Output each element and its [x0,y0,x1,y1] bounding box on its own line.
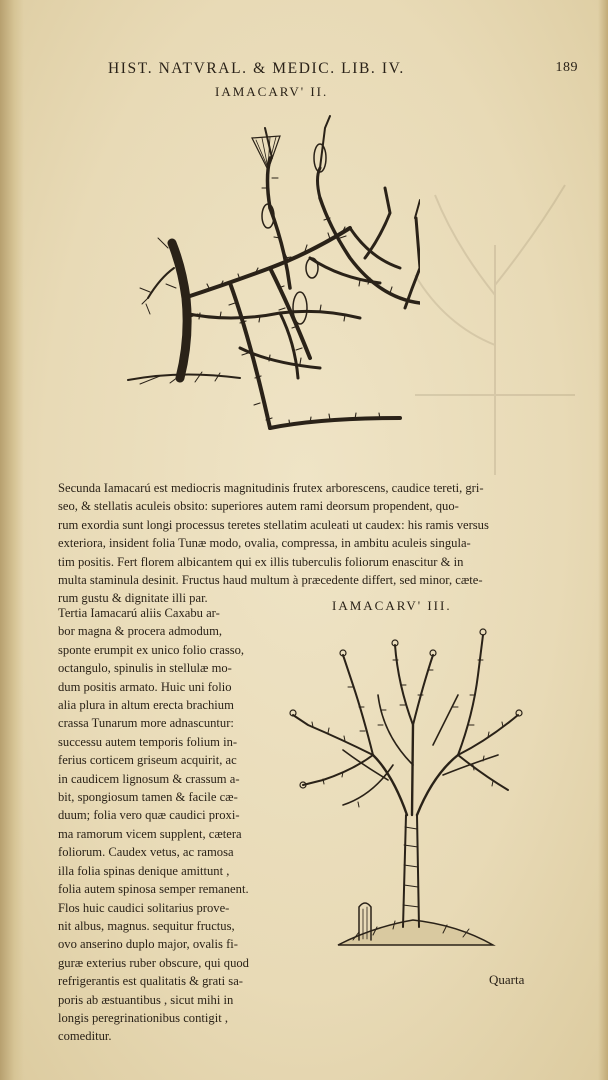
text-line: poris ab æstuantibus , sicut mihi in [58,992,234,1007]
figure-title-iamacaru-2: IAMACARV' II. [215,84,329,99]
text-line: multa staminula desinit. Fructus haud multum à præcedente differt, sed minor, cæte- [58,573,483,588]
text-line: bor magna & procera admodum, [58,624,223,639]
cactus-tree-engraving-icon [283,615,523,955]
text-line: exteriora, insident folia Tunæ modo, ovalia, compressa, in ambitu aculeis singula- [58,536,471,551]
text-line: successu autem temporis folium in- [58,734,238,749]
text-line: ferius corticem griseum acquirit, ac [58,753,237,768]
text-line: crassa Tunarum more adnascuntur: [58,716,234,731]
text-line: octangulo, spinulis in stellulæ mo- [58,661,232,676]
text-line: illa folia spinas denique amittunt , [58,863,230,878]
text-line: longis peregrinationibus contigit , [58,1010,228,1025]
paragraph-iamacaru-3 [58,604,264,1046]
text-line: ovo anserino duplo major, ovalis fi- [58,937,238,952]
text-line: refrigerantis est qualitatis & grati sa- [58,974,243,989]
text-line: ma ramorum vicem supplent, cætera [58,826,242,841]
running-head: HIST. NATVRAL. & MEDIC. LIB. IV. [108,60,405,77]
paragraph-iamacaru-2 [58,479,536,608]
page-header [108,60,578,84]
text-line: bit, spongiosum tamen & facile cæ- [58,790,238,805]
text-line: sponte erumpit ex unico folio crasso, [58,642,245,657]
text-line: comeditur. [58,1029,112,1044]
text-line: Flos huic caudici solitarius prove- [58,900,230,915]
text-line: folia autem spinosa semper remanent. [58,882,249,897]
text-line: guræ exterius ruber obscure, qui quod [58,955,249,970]
text-line: seo, & stellatis aculeis obsito: superiores autem rami deorsum propendent, quo- [58,499,459,514]
figure-title-iamacaru-3: IAMACARV' III. [332,598,452,613]
text-line: Secunda Iamacarú est mediocris magnitudinis frutex arborescens, caudice tereti, gri- [58,481,484,495]
show-through-icon [395,95,595,475]
text-line: duum; folia vero quæ caudici proxi- [58,808,240,823]
text-line: dum positis armato. Huic uni folio [58,679,232,694]
page-number: 189 [555,60,578,75]
page-gutter-shadow [0,0,24,1080]
cactus-engraving-icon [120,108,420,460]
page-edge-shadow [598,0,608,1080]
text-line: rum exordia sunt longi processus teretes stellatim aculeati ut caudex: his ramis versus [58,517,489,532]
text-line: in caudicem lignosum & crassum a- [58,771,240,786]
text-line: alia plura in altum erecta brachium [58,698,234,713]
text-line: tim positis. Fert florem albicantem qui ex illis tuberculis foliorum enascitur & in [58,554,464,569]
catchword: Quarta [489,972,525,987]
text-line: Tertia Iamacarú aliis Caxabu ar- [58,606,220,620]
text-line: foliorum. Caudex vetus, ac ramosa [58,845,234,860]
text-line: rum gustu & dignitate illi par. [58,591,208,606]
text-line: nit albus, magnus. sequitur fructus, [58,918,235,933]
